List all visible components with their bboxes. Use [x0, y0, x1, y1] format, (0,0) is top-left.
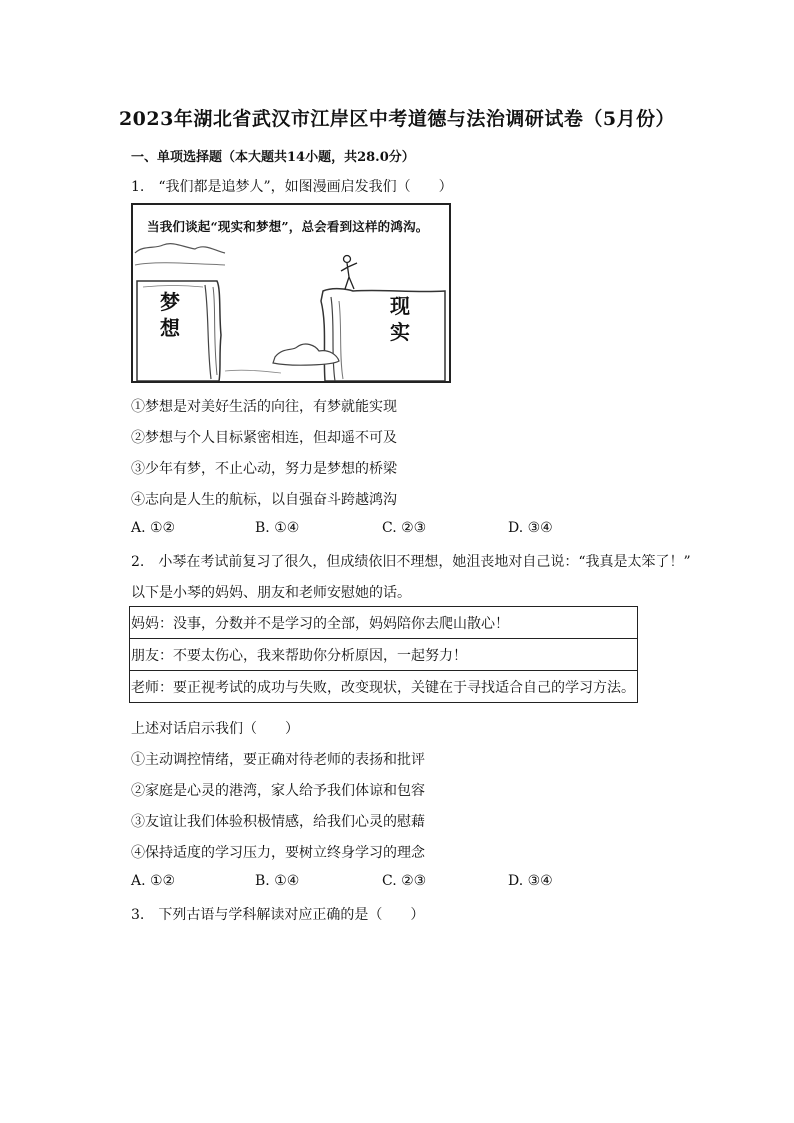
dialogue-friend: 朋友：不要太伤心，我来帮助你分析原因，一起努力！	[130, 639, 638, 671]
question-1-stem: 1. “我们都是追梦人”，如图漫画启发我们（ ）	[131, 179, 453, 195]
q1-choice-c[interactable]: C. ②③	[382, 520, 427, 536]
q2-choice-c[interactable]: C. ②③	[382, 873, 427, 889]
q2-choices	[131, 873, 651, 893]
q1-option-4: ④志向是人生的航标，以自强奋斗跨越鸿沟	[131, 492, 397, 508]
q2-choice-a[interactable]: A. ①②	[131, 873, 176, 889]
q2-option-1: ①主动调控情绪，要正确对待老师的表扬和批评	[131, 752, 425, 768]
q2-choice-d[interactable]: D. ③④	[508, 873, 553, 889]
q2-option-2: ②家庭是心灵的港湾，家人给予我们体谅和包容	[131, 783, 425, 799]
q2-option-3: ③友谊让我们体验积极情感，给我们心灵的慰藉	[131, 814, 425, 830]
question-2-prompt: 上述对话启示我们（ ）	[131, 721, 299, 737]
comic-illustration	[131, 203, 451, 383]
q1-option-1: ①梦想是对美好生活的向往，有梦就能实现	[131, 399, 397, 415]
comic-caption: 当我们谈起“现实和梦想”，总会看到这样的鸿沟。	[147, 219, 429, 234]
dialogue-table	[129, 606, 638, 703]
question-3-stem: 3. 下列古语与学科解读对应正确的是（ ）	[131, 907, 425, 923]
q1-choice-b[interactable]: B. ①④	[255, 520, 300, 536]
comic-label-reality: 现 实	[390, 294, 410, 344]
dialogue-mother: 妈妈：没事，分数并不是学习的全部，妈妈陪你去爬山散心！	[130, 607, 638, 639]
question-2-stem: 2. 小琴在考试前复习了很久，但成绩依旧不理想，她沮丧地对自己说：“我真是太笨了！”	[131, 554, 691, 570]
q1-choice-a[interactable]: A. ①②	[131, 520, 176, 536]
q1-option-2: ②梦想与个人目标紧密相连，但却遥不可及	[131, 430, 397, 446]
q1-choices	[131, 520, 651, 540]
question-2-stem-continued: 以下是小琴的妈妈、朋友和老师安慰她的话。	[131, 585, 411, 601]
section-heading: 一、单项选择题（本大题共14小题，共28.0分）	[131, 150, 415, 165]
comic-label-dream: 梦 想	[160, 290, 180, 340]
q1-choice-d[interactable]: D. ③④	[508, 520, 553, 536]
q1-option-3: ③少年有梦，不止心动，努力是梦想的桥梁	[131, 461, 397, 477]
page-title: 2023年湖北省武汉市江岸区中考道德与法治调研试卷（5月份）	[118, 108, 676, 130]
dialogue-teacher: 老师：要正视考试的成功与失败，改变现状，关键在于寻找适合自己的学习方法。	[130, 671, 638, 703]
q2-option-4: ④保持适度的学习压力，要树立终身学习的理念	[131, 845, 425, 861]
q2-choice-b[interactable]: B. ①④	[255, 873, 300, 889]
